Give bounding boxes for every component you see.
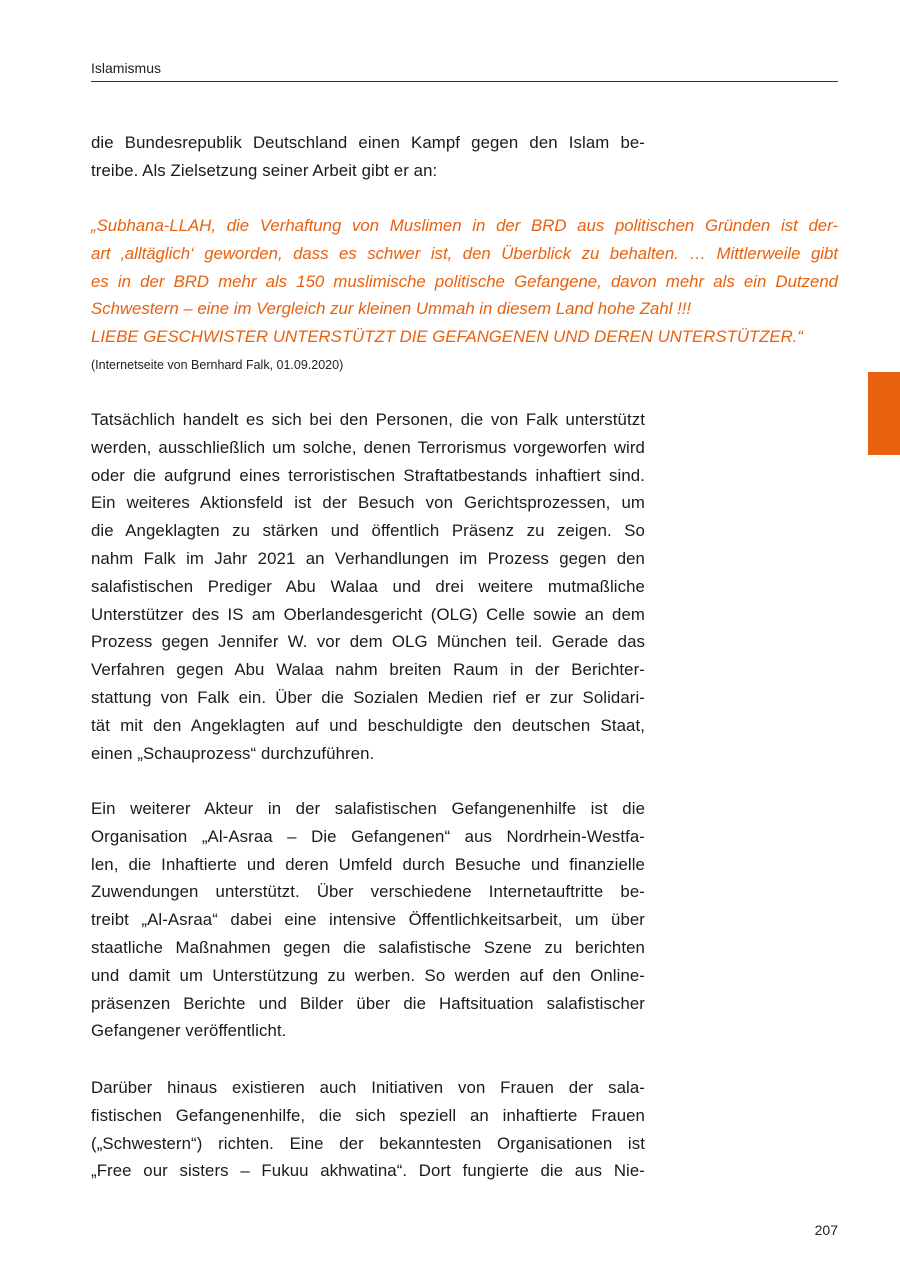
text-line: Organisation „Al-Asraa – Die Gefangenen“ aus Nordrhein-Westfa- xyxy=(91,826,645,846)
intro-paragraph xyxy=(91,129,645,185)
body-paragraph-2 xyxy=(91,795,645,1045)
text-line: len, die Inhaftierte und deren Umfeld durch Besuche und finanzielle xyxy=(91,854,645,874)
text-line: Gefangener veröffentlicht. xyxy=(91,1021,287,1041)
text-line: Tatsächlich handelt es sich bei den Personen, die von Falk unterstützt xyxy=(91,410,645,429)
text-line: die Angeklagten zu stärken und öffentlich Präsenz zu zeigen. So xyxy=(91,521,645,541)
page-number: 207 xyxy=(814,1222,838,1238)
text-line: werden, ausschließlich um solche, denen Terrorismus vorgeworfen wird xyxy=(91,437,645,457)
block-quote xyxy=(91,212,838,351)
text-line: oder die aufgrund eines terroristischen Straftatbestands inhaftiert sind. xyxy=(91,465,645,485)
text-line: salafistischen Prediger Abu Walaa und drei weitere mutmaßliche xyxy=(91,576,645,596)
body-paragraph-3 xyxy=(91,1074,645,1185)
text-line: Zuwendungen unterstützt. Über verschiedene Internetauftritte be- xyxy=(91,882,645,902)
text-line: präsenzen Berichte und Bilder über die Haftsituation salafistischer xyxy=(91,993,645,1013)
text-line: Prozess gegen Jennifer W. vor dem OLG München teil. Gerade das xyxy=(91,632,645,652)
text-line: Darüber hinaus existieren auch Initiativen von Frauen der sala- xyxy=(91,1078,645,1097)
text-line: stattung von Falk ein. Über die Sozialen Medien rief er zur Solidari- xyxy=(91,687,645,707)
text-line: „Free our sisters – Fukuu akhwatina“. Dort fungierte die aus Nie- xyxy=(91,1161,645,1181)
text-line: die Bundesrepublik Deutschland einen Kampf gegen den Islam be- xyxy=(91,133,645,152)
text-line: und damit um Unterstützung zu werben. So werden auf den Online- xyxy=(91,965,645,985)
text-line: Unterstützer des IS am Oberlandesgericht (OLG) Celle sowie an dem xyxy=(91,604,645,624)
quote-line: Schwestern – eine im Vergleich zur kleinen Ummah in diesem Land hohe Zahl !!! xyxy=(91,299,692,319)
chapter-marker-tab xyxy=(868,372,900,455)
running-title: Islamismus xyxy=(91,60,162,76)
text-line: fistischen Gefangenenhilfe, die sich speziell an inhaftierte Frauen xyxy=(91,1105,645,1125)
text-line: tät mit den Angeklagten auf und beschuldigte den deutschen Staat, xyxy=(91,715,645,735)
quote-line: es in der BRD mehr als 150 muslimische politische Gefangene, davon mehr als ein Dutzend xyxy=(91,271,838,291)
text-line: treibt „Al-Asraa“ dabei eine intensive Öffentlichkeitsarbeit, um über xyxy=(91,910,645,930)
quote-source: (Internetseite von Bernhard Falk, 01.09.2020) xyxy=(91,358,344,372)
text-line: Verfahren gegen Abu Walaa nahm breiten Raum in der Berichter- xyxy=(91,660,645,680)
text-line: („Schwestern“) richten. Eine der bekanntesten Organisationen ist xyxy=(91,1133,645,1153)
text-line: nahm Falk im Jahr 2021 an Verhandlungen im Prozess gegen den xyxy=(91,548,645,568)
quote-line: art ‚alltäglich‘ geworden, dass es schwer ist, den Überblick zu behalten. … Mittlerweile gibt xyxy=(91,243,838,263)
text-line: Ein weiterer Akteur in der salafistischen Gefangenenhilfe ist die xyxy=(91,799,645,818)
text-line: einen „Schauprozess“ durchzuführen. xyxy=(91,743,375,763)
header-rule xyxy=(91,81,838,82)
text-line: treibe. Als Zielsetzung seiner Arbeit gibt er an: xyxy=(91,160,438,180)
quote-line: „Subhana-LLAH, die Verhaftung von Muslimen in der BRD aus politischen Gründen ist der- xyxy=(91,216,838,235)
body-paragraph-1 xyxy=(91,406,645,767)
text-line: Ein weiteres Aktionsfeld ist der Besuch von Gerichtsprozessen, um xyxy=(91,493,645,513)
text-line: staatliche Maßnahmen gegen die salafistische Szene zu berichten xyxy=(91,937,645,957)
quote-line: LIEBE GESCHWISTER UNTERSTÜTZT DIE GEFANGENEN UND DEREN UNTERSTÜTZER.“ xyxy=(91,327,803,347)
